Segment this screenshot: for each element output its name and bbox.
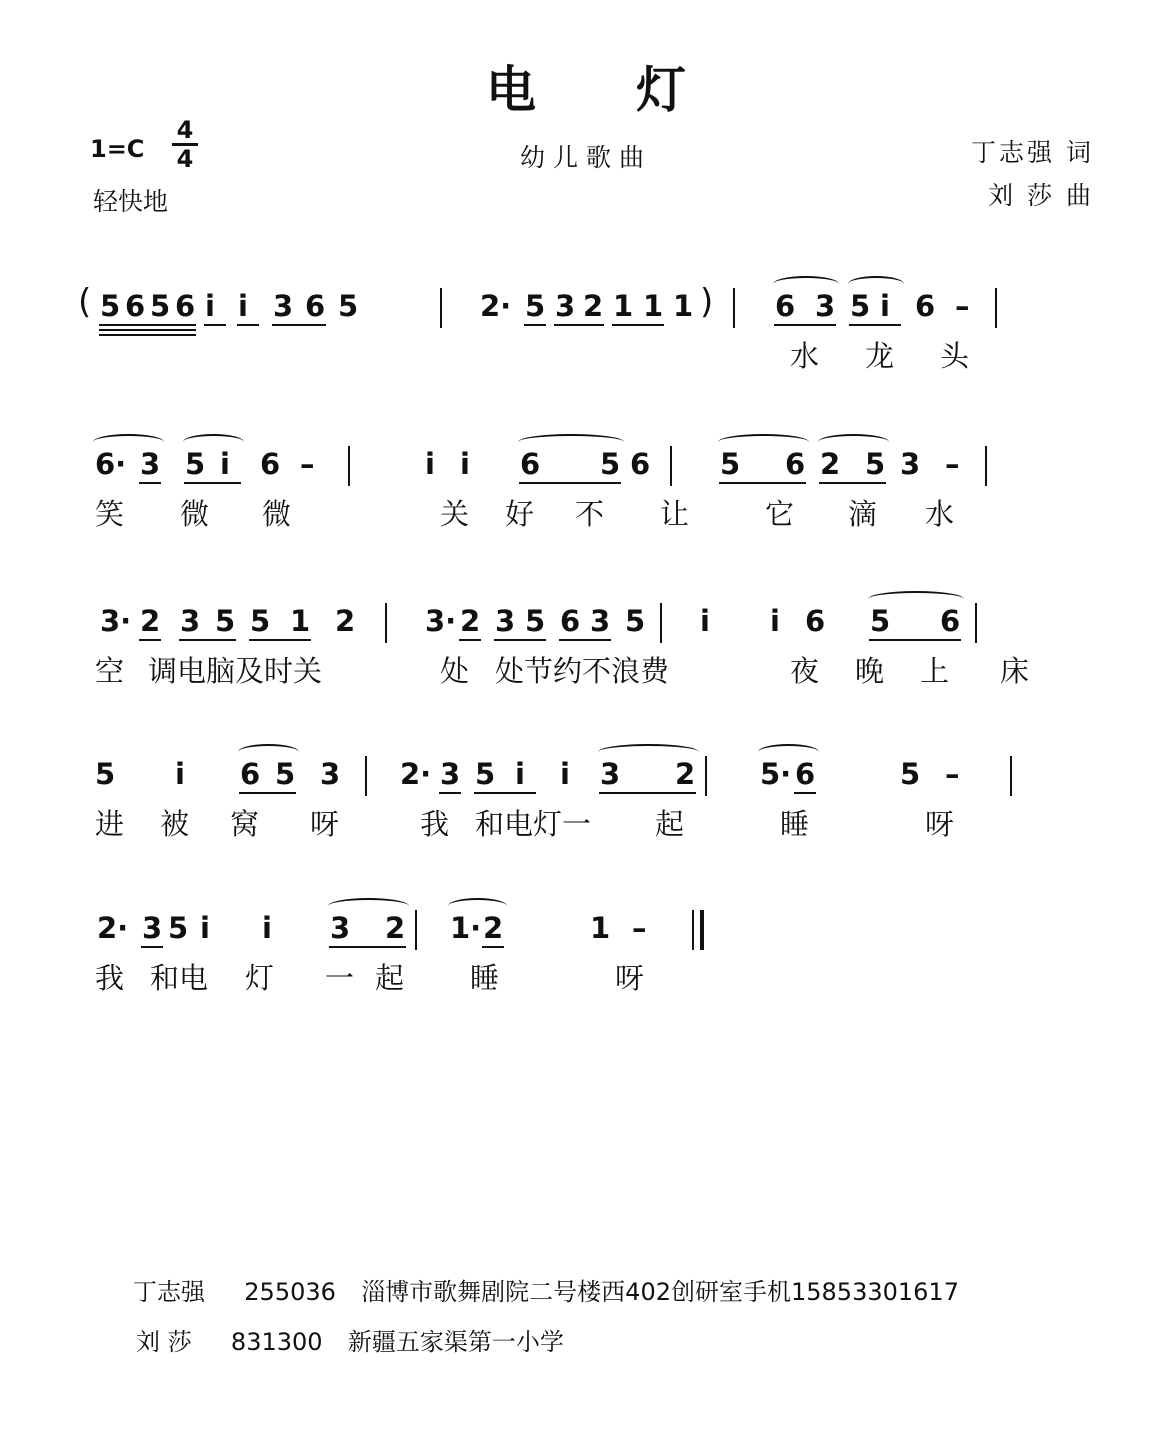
composer-credit: 刘 莎 曲 — [988, 181, 1094, 210]
note: 3 — [273, 289, 294, 323]
lyric-syllable: 它 — [765, 497, 795, 531]
lyric-syllable: 空 — [95, 654, 125, 688]
lyric-syllable: 让 — [660, 497, 690, 531]
note: 2 — [820, 447, 841, 481]
note: 1 — [673, 289, 694, 323]
note: 1 — [590, 911, 611, 945]
bar-line — [705, 756, 707, 796]
lyric-syllable: 灯 — [245, 961, 275, 995]
note: – — [945, 447, 960, 481]
parenthesis: ( — [78, 282, 92, 322]
bar-line — [975, 603, 977, 643]
note-high: i — [700, 604, 710, 638]
note: 3 — [180, 604, 201, 638]
footer-address: 新疆五家渠第一小学 — [347, 1328, 564, 1356]
slur-arc — [773, 276, 839, 292]
note: 5 — [275, 757, 296, 791]
beam-underline — [612, 324, 664, 326]
lyric-syllable: 水 — [925, 497, 955, 531]
note: 3· — [100, 604, 132, 638]
bar-line — [348, 446, 350, 486]
slur-arc — [868, 591, 964, 607]
score-line — [0, 446, 1172, 566]
lyric-syllable: 不 — [575, 497, 605, 531]
slur-arc — [718, 434, 809, 450]
beam-underline — [239, 792, 296, 794]
lyric-syllable: 处 — [440, 654, 470, 688]
note: 5 — [525, 604, 546, 638]
beam-underline — [869, 639, 961, 641]
lyric-syllable: 睡 — [780, 807, 810, 841]
note-high: i — [460, 447, 470, 481]
score-line — [0, 910, 1172, 1030]
lyric-syllable: 呀 — [925, 807, 955, 841]
footer-name: 丁志强 — [133, 1278, 205, 1306]
note: 3 — [495, 604, 516, 638]
note: – — [945, 757, 960, 791]
note: 3 — [320, 757, 341, 791]
beam-underline — [554, 324, 604, 326]
note: 2 — [583, 289, 604, 323]
note: 2 — [483, 911, 504, 945]
meter-bottom: 4 — [176, 145, 194, 173]
note: 6 — [125, 289, 146, 323]
note: 2 — [140, 604, 161, 638]
note: 5 — [625, 604, 646, 638]
beam-underline — [139, 482, 161, 484]
beam-underline — [794, 792, 816, 794]
note: 5 — [100, 289, 121, 323]
note: 6 — [240, 757, 261, 791]
slur-arc — [93, 434, 164, 450]
beam-underline — [99, 329, 196, 331]
bar-line — [670, 446, 672, 486]
note: 5 — [870, 604, 891, 638]
beam-underline — [494, 639, 546, 641]
slur-arc — [598, 744, 699, 760]
note-high: i — [770, 604, 780, 638]
key-signature: 1=C — [90, 135, 145, 163]
beam-underline — [819, 482, 886, 484]
footer-line-1 — [133, 1272, 959, 1307]
beam-underline — [474, 792, 536, 794]
footer-address: 淄博市歌舞剧院二号楼西402创研室手机15853301617 — [361, 1278, 959, 1306]
note: 6 — [305, 289, 326, 323]
note: 3 — [900, 447, 921, 481]
beam-underline — [482, 946, 504, 948]
note: 6 — [175, 289, 196, 323]
note-high: i — [880, 289, 890, 323]
note: 6 — [560, 604, 581, 638]
lyric-syllable: 夜 — [790, 654, 820, 688]
bar-line — [365, 756, 367, 796]
note: 5 — [600, 447, 621, 481]
note: 5 — [150, 289, 171, 323]
lyricist-credit: 丁志强 词 — [971, 138, 1094, 167]
note: 2 — [460, 604, 481, 638]
footer-postcode: 831300 — [230, 1328, 323, 1356]
note-high: i — [175, 757, 185, 791]
note: – — [955, 289, 970, 323]
note: 5 — [338, 289, 359, 323]
beam-underline — [519, 482, 621, 484]
note-high: i — [515, 757, 525, 791]
note: 3 — [330, 911, 351, 945]
note-high: i — [560, 757, 570, 791]
note: 5 — [215, 604, 236, 638]
slur-arc — [848, 276, 904, 292]
beam-underline — [524, 324, 546, 326]
beam-underline — [204, 324, 226, 326]
note: 2 — [335, 604, 356, 638]
note: 1 — [613, 289, 634, 323]
bar-line — [1010, 756, 1012, 796]
note: 3· — [425, 604, 457, 638]
note: – — [632, 911, 647, 945]
beam-underline — [99, 334, 196, 336]
score-line — [0, 603, 1172, 723]
beam-underline — [139, 639, 161, 641]
footer-name: 刘 莎 — [136, 1328, 192, 1356]
lyric-syllable: 呀 — [310, 807, 340, 841]
note: 1 — [643, 289, 664, 323]
note: 3 — [440, 757, 461, 791]
beam-underline — [99, 324, 196, 326]
score-line — [0, 282, 1172, 408]
score-line — [0, 756, 1172, 876]
bar-line — [415, 910, 417, 950]
note: 5 — [250, 604, 271, 638]
note: 6 — [785, 447, 806, 481]
note: 5 — [185, 447, 206, 481]
lyric-syllable: 和电灯一 — [475, 807, 592, 841]
note: 5 — [865, 447, 886, 481]
lyric-syllable: 起 — [375, 961, 405, 995]
note: 3 — [815, 289, 836, 323]
lyric-syllable: 上 — [920, 654, 950, 688]
bar-line — [385, 603, 387, 643]
note-high: i — [205, 289, 215, 323]
genre-label: 幼儿歌曲 — [519, 143, 652, 172]
tempo-marking: 轻快地 — [93, 187, 169, 216]
slur-arc — [183, 434, 244, 450]
footer-postcode: 255036 — [244, 1278, 336, 1306]
note: 1· — [450, 911, 482, 945]
note: 3 — [142, 911, 163, 945]
lyric-syllable: 好 — [505, 497, 535, 531]
beam-underline — [179, 639, 236, 641]
beam-underline — [459, 639, 481, 641]
slur-arc — [518, 434, 624, 450]
beam-underline — [849, 324, 901, 326]
song-title: 电灯 — [486, 61, 786, 119]
final-bar-line — [692, 910, 694, 950]
note: 3 — [600, 757, 621, 791]
note: 2· — [480, 289, 512, 323]
note: 6 — [520, 447, 541, 481]
lyric-syllable: 水 — [790, 339, 820, 373]
lyric-syllable: 调电脑及时关 — [148, 654, 323, 688]
lyric-syllable: 我 — [420, 807, 450, 841]
bar-line — [985, 446, 987, 486]
note: 6 — [775, 289, 796, 323]
lyric-syllable: 床 — [1000, 654, 1030, 688]
lyric-syllable: 和电 — [150, 961, 209, 995]
note: 3 — [555, 289, 576, 323]
note: 3 — [140, 447, 161, 481]
beam-underline — [249, 639, 311, 641]
lyric-syllable: 我 — [95, 961, 125, 995]
lyric-syllable: 窝 — [230, 807, 260, 841]
lyric-syllable: 滴 — [848, 497, 878, 531]
footer-line-2 — [136, 1322, 564, 1357]
note: 6 — [805, 604, 826, 638]
beam-underline — [141, 946, 163, 948]
lyric-syllable: 微 — [180, 497, 210, 531]
beam-underline — [329, 946, 406, 948]
meter-top: 4 — [176, 116, 194, 144]
note-high: i — [262, 911, 272, 945]
slur-arc — [758, 744, 819, 760]
note: 5 — [168, 911, 189, 945]
lyric-syllable: 一 — [325, 961, 355, 995]
note: 6· — [95, 447, 127, 481]
note: 6 — [940, 604, 961, 638]
note-high: i — [425, 447, 435, 481]
note: 2· — [97, 911, 129, 945]
note: 5 — [720, 447, 741, 481]
bar-line — [733, 288, 735, 328]
beam-underline — [272, 324, 326, 326]
lyric-syllable: 微 — [262, 497, 292, 531]
note: – — [300, 447, 315, 481]
note: 5 — [525, 289, 546, 323]
note: 6 — [915, 289, 936, 323]
note: 3 — [590, 604, 611, 638]
slur-arc — [448, 898, 507, 914]
beam-underline — [599, 792, 696, 794]
note: 5 — [900, 757, 921, 791]
note: 6 — [630, 447, 651, 481]
lyric-syllable: 起 — [655, 807, 685, 841]
lyric-syllable: 被 — [160, 807, 190, 841]
note: 6 — [795, 757, 816, 791]
note: 5 — [475, 757, 496, 791]
slur-arc — [238, 744, 299, 760]
beam-underline — [719, 482, 806, 484]
note: 2· — [400, 757, 432, 791]
parenthesis: ) — [700, 282, 714, 322]
note-high: i — [220, 447, 230, 481]
slur-arc — [328, 898, 409, 914]
note: 2 — [385, 911, 406, 945]
beam-underline — [237, 324, 259, 326]
lyric-syllable: 处节约不浪费 — [495, 654, 670, 688]
slur-arc — [818, 434, 889, 450]
lyric-syllable: 头 — [940, 339, 970, 373]
note: 1 — [290, 604, 311, 638]
bar-line — [995, 288, 997, 328]
bar-line — [700, 910, 704, 950]
lyric-syllable: 笑 — [95, 497, 125, 531]
note-high: i — [200, 911, 210, 945]
note: 5 — [850, 289, 871, 323]
beam-underline — [774, 324, 836, 326]
bar-line — [660, 603, 662, 643]
lyric-syllable: 龙 — [865, 339, 895, 373]
lyric-syllable: 晚 — [855, 654, 885, 688]
lyric-syllable: 呀 — [615, 961, 645, 995]
note-high: i — [238, 289, 248, 323]
note: 5· — [760, 757, 792, 791]
beam-underline — [559, 639, 611, 641]
lyric-syllable: 关 — [440, 497, 470, 531]
note: 2 — [675, 757, 696, 791]
lyric-syllable: 进 — [95, 807, 125, 841]
bar-line — [440, 288, 442, 328]
beam-underline — [439, 792, 461, 794]
note: 6 — [260, 447, 281, 481]
note: 5 — [95, 757, 116, 791]
beam-underline — [184, 482, 241, 484]
lyric-syllable: 睡 — [470, 961, 500, 995]
